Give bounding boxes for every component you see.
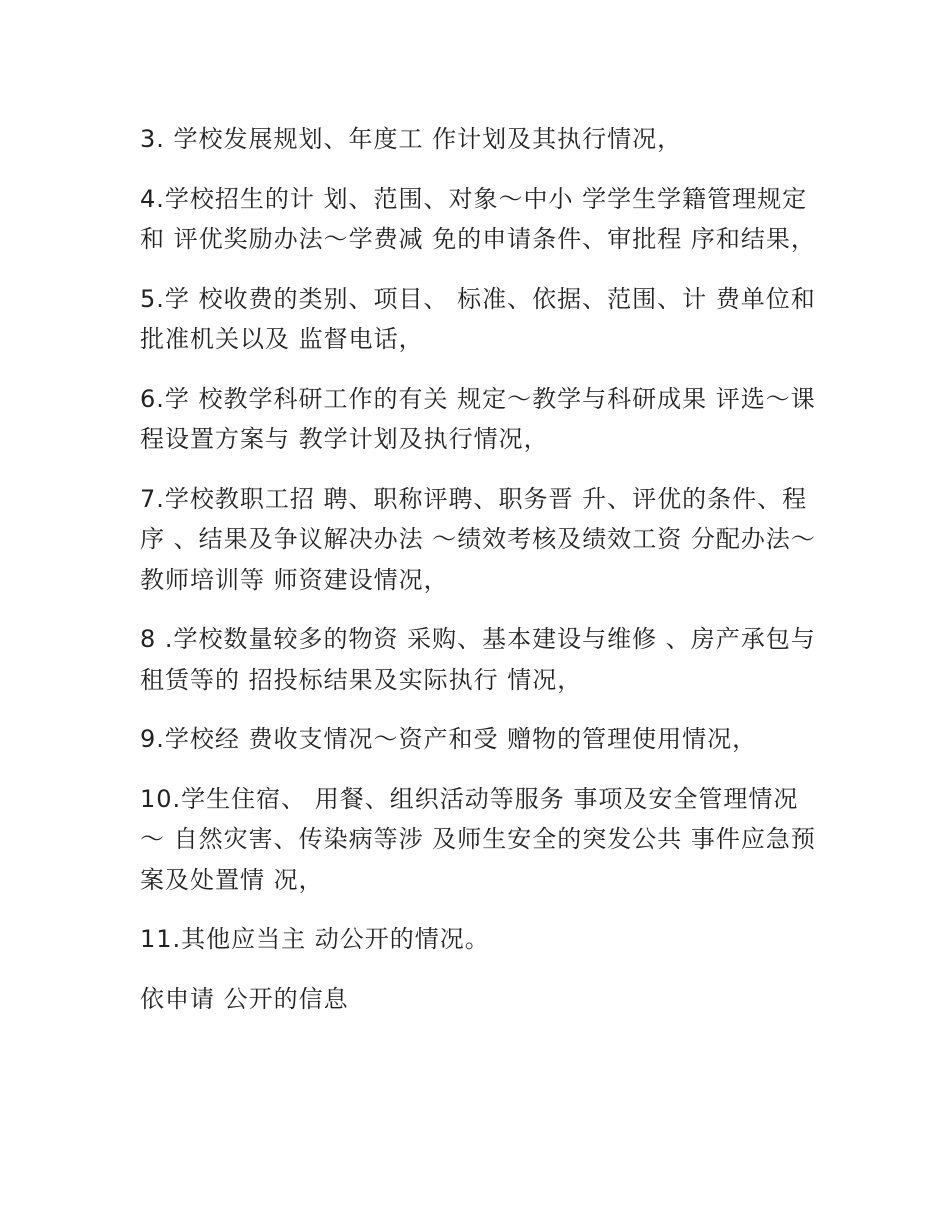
paragraph-10: 10.学生住宿、 用餐、组织活动等服务 事项及安全管理情况～ 自然灾害、传染病等涉 及师生安全的突发公共 事件应急预案及处置情 况，: [140, 784, 816, 894]
paragraph-7: 7.学校教职工招 聘、职称评聘、职务晋 升、评优的条件、程序 、结果及争议解决办法 ～绩效考核及绩效工资 分配办法～教师培训等 师资建设情况，: [140, 484, 816, 594]
paragraph-9: 9.学校经 费收支情况～资产和受 赠物的管理使用情况，: [140, 725, 758, 753]
paragraph-6: 6.学 校教学科研工作的有关 规定～教学与科研成果 评选～课程设置方案与 教学计划及执行情况，: [140, 384, 816, 453]
document-body: [140, 119, 820, 1038]
paragraph-3: 3. 学校发展规划、年度工 作计划及其执行情况，: [140, 125, 683, 153]
paragraph-11: 11.其他应当主 动公开的情况。: [140, 925, 490, 953]
section-heading: 依申请 公开的信息: [140, 984, 349, 1013]
paragraph-5: 5.学 校收费的类别、项目、 标准、依据、范围、计 费单位和批准机关以及 监督电话，: [140, 284, 816, 353]
paragraph-4: 4.学校招生的计 划、范围、对象～中小 学学生学籍管理规定和 评优奖励办法～学费减 免的申请条件、审批程 序和结果，: [140, 184, 816, 253]
paragraph-8: 8 .学校数量较多的物资 采购、基本建设与维修 、房产承包与租赁等的 招投标结果及实际执行 情况，: [140, 625, 816, 694]
